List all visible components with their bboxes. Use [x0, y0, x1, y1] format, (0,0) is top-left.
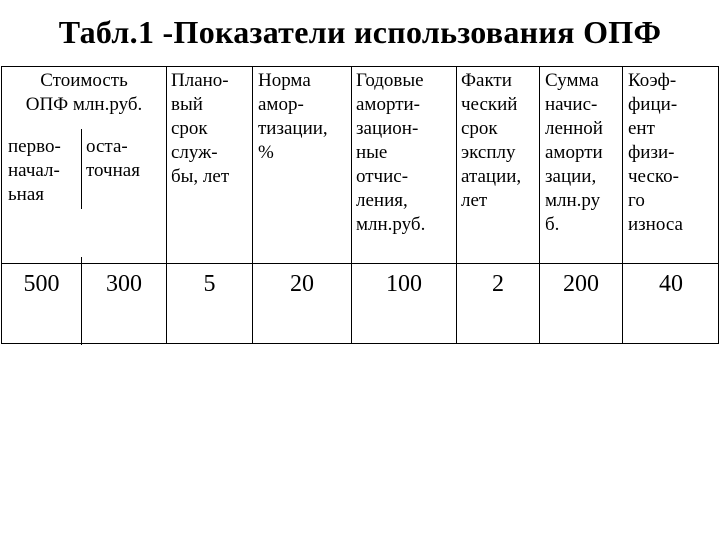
value-accrued-depreciation: 200: [563, 271, 599, 297]
value-wear-coefficient: 40: [659, 271, 683, 297]
value-planned-life: 5: [203, 271, 216, 297]
header-residual: оста- точная: [86, 136, 140, 181]
header-accrued-depreciation: Сумма начис- ленной аморти зации, млн.ру б.: [545, 70, 603, 235]
grid-line: [252, 67, 253, 343]
value-actual-period: 2: [492, 271, 504, 297]
value-depreciation-rate: 20: [290, 271, 314, 297]
value-initial: 500: [23, 271, 60, 297]
page-title: Табл.1 -Показатели использования ОПФ: [58, 14, 662, 50]
header-depreciation-rate: Норма амор- тизации, %: [258, 70, 328, 163]
header-annual-depreciation: Годовые аморти- зацион- ные отчис- ления, млн.руб.: [356, 70, 426, 235]
grid-line: [456, 67, 457, 343]
header-initial: перво- начал- ьная: [8, 136, 61, 205]
grid-line: [622, 67, 623, 343]
grid-line: [2, 263, 718, 264]
grid-line: [166, 67, 167, 343]
value-annual-depreciation: 100: [386, 271, 422, 297]
header-wear-coefficient: Коэф- фици- ент физи- ческо- го износа: [628, 70, 683, 235]
indicators-table: [1, 66, 719, 344]
header-planned-life: Плано- вый срок служ- бы, лет: [171, 70, 230, 187]
grid-line: [539, 67, 540, 343]
header-cost: Стоимость ОПФ млн.руб.: [25, 70, 143, 115]
value-residual: 300: [106, 271, 142, 297]
header-actual-period: Факти ческий срок эксплу атации, лет: [461, 70, 522, 211]
grid-line: [351, 67, 352, 343]
